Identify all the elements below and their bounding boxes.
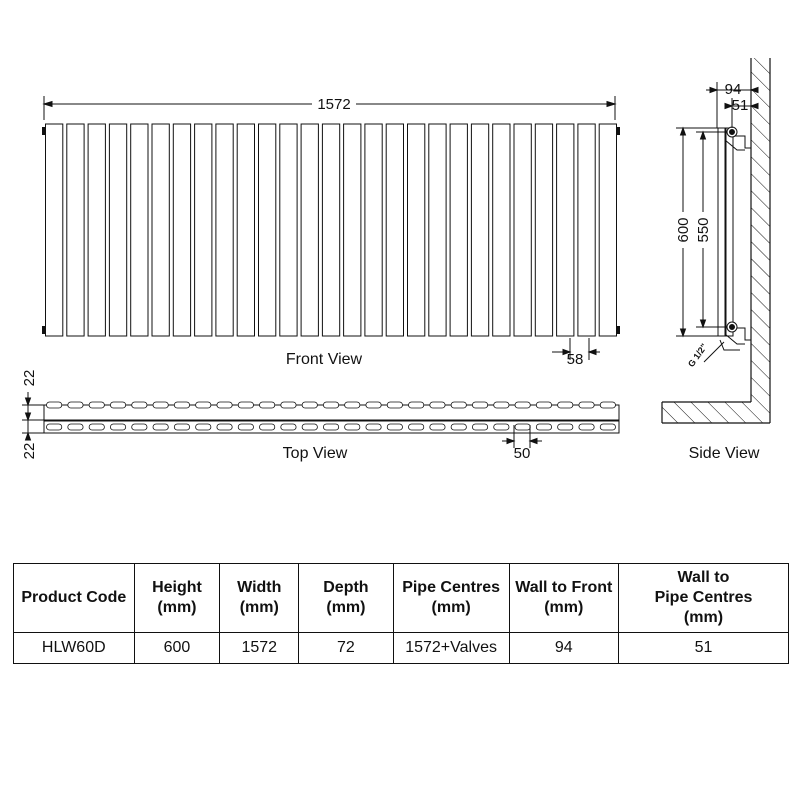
top-segment-lower (536, 424, 551, 430)
front-panel (259, 124, 276, 336)
front-panel (152, 124, 169, 336)
top-segment-upper (494, 402, 509, 408)
front-panel (557, 124, 574, 336)
top-segment-lower (600, 424, 615, 430)
top-segment-upper (558, 402, 573, 408)
front-view (42, 95, 620, 368)
top-segment-upper (196, 402, 211, 408)
top-segment-lower (558, 424, 573, 430)
top-segment-lower (47, 424, 62, 430)
front-panel (578, 124, 595, 336)
table-cell: HLW60D (14, 633, 135, 664)
table-header-text: Product Code (21, 589, 127, 606)
table-header-cell (509, 564, 618, 633)
front-panel (280, 124, 297, 336)
front-panel (46, 124, 63, 336)
front-panel (493, 124, 510, 336)
table-header-cell (220, 564, 299, 633)
overall-width-label: 1572 (317, 96, 351, 113)
front-panels (42, 124, 620, 336)
panel-spacing-label: 58 (566, 351, 584, 368)
table-header-text: Wall to Front (515, 579, 613, 596)
height-label: 600 (675, 217, 692, 243)
table-header-text: (mm) (157, 599, 197, 616)
front-panel (599, 124, 616, 336)
table-cell: 600 (134, 633, 220, 664)
wall-hatch (751, 58, 770, 423)
table-header-text: (mm) (683, 609, 724, 626)
top-segment-lower (217, 424, 232, 430)
top-view (21, 370, 619, 462)
top-segment-upper (387, 402, 402, 408)
top-segment-upper (472, 402, 487, 408)
top-segment-upper (217, 402, 232, 408)
table-header-cell (134, 564, 220, 633)
top-segment-lower (238, 424, 253, 430)
top-segment-lower (494, 424, 509, 430)
top-segment-upper (515, 402, 530, 408)
front-panel (429, 124, 446, 336)
top-segment-lower (515, 424, 530, 430)
top-segment-upper (47, 402, 62, 408)
top-segment-upper (260, 402, 275, 408)
top-segment-upper (366, 402, 381, 408)
top-segment-upper (579, 402, 594, 408)
top-segment-upper (302, 402, 317, 408)
top-segment-lower (451, 424, 466, 430)
top-segment-upper (153, 402, 168, 408)
top-segment-upper (600, 402, 615, 408)
table-header-cell (299, 564, 393, 633)
top-segment-lower (387, 424, 402, 430)
top-segment-upper (68, 402, 83, 408)
top-segment-upper (536, 402, 551, 408)
top-segment-lower (472, 424, 487, 430)
side-radiator-body (718, 127, 751, 350)
top-segment-lower (579, 424, 594, 430)
front-panel (408, 124, 425, 336)
front-panel (173, 124, 190, 336)
wall-to-pipe-label: 51 (731, 97, 749, 114)
top-segment-upper (174, 402, 189, 408)
front-panel (67, 124, 84, 336)
table-header-text: (mm) (544, 599, 584, 616)
side-view-label: Side View (688, 445, 760, 462)
top-segment-upper (430, 402, 445, 408)
top-segment-lower (302, 424, 317, 430)
top-segment-upper (110, 402, 125, 408)
table-cell: 72 (299, 633, 393, 664)
top-segment-lower (409, 424, 424, 430)
top-segment-upper (409, 402, 424, 408)
valve-thread-label: G 1/2" (685, 341, 710, 369)
top-segment-upper (323, 402, 338, 408)
panel-end-cap (42, 127, 45, 135)
top-depth-dimension (22, 392, 44, 440)
top-view-label: Top View (282, 445, 348, 462)
table-header-text: Pipe Centres (402, 579, 500, 596)
top-segment-lower (430, 424, 445, 430)
top-segment-lower (153, 424, 168, 430)
table-header-row (14, 564, 789, 633)
top-segment-lower (174, 424, 189, 430)
top-segment-lower (110, 424, 125, 430)
top-segment-lower (132, 424, 147, 430)
panel-width-label: 50 (513, 445, 531, 462)
top-segment-lower (366, 424, 381, 430)
table-header-text: Pipe Centres (654, 589, 753, 606)
table-row (14, 633, 789, 664)
table-header-text: Wall to (677, 569, 730, 586)
table-header-cell (393, 564, 509, 633)
table-cell: 51 (618, 633, 788, 664)
top-segment-lower (345, 424, 360, 430)
table-cell: 1572 (220, 633, 299, 664)
top-segment-lower (68, 424, 83, 430)
table-header-text: Height (152, 579, 202, 596)
top-segment-upper (89, 402, 104, 408)
front-panel (365, 124, 382, 336)
table-body (14, 633, 789, 664)
table-cell: 1572+Valves (393, 633, 509, 664)
front-panel (131, 124, 148, 336)
panel-end-cap (617, 326, 620, 334)
front-panel (109, 124, 126, 336)
table-cell: 94 (509, 633, 618, 664)
front-panel (88, 124, 105, 336)
front-panel (535, 124, 552, 336)
top-segment-lower (89, 424, 104, 430)
front-panel (344, 124, 361, 336)
front-panel (216, 124, 233, 336)
table-header-text: (mm) (239, 599, 279, 616)
front-panel (301, 124, 318, 336)
top-segment-lower (196, 424, 211, 430)
top-segment-upper (345, 402, 360, 408)
panel-end-cap (617, 127, 620, 135)
front-panel (386, 124, 403, 336)
pipe-centres-height-label: 550 (695, 217, 712, 243)
top-depth-upper-label: 22 (21, 369, 38, 387)
front-panel (450, 124, 467, 336)
top-segment-upper (281, 402, 296, 408)
table-header-text: Depth (323, 579, 369, 596)
top-segment-upper (132, 402, 147, 408)
top-segment-lower (281, 424, 296, 430)
table-header-text: (mm) (326, 599, 366, 616)
top-segment-lower (323, 424, 338, 430)
front-panel (514, 124, 531, 336)
top-segment-upper (238, 402, 253, 408)
front-panel (322, 124, 339, 336)
specification-table (13, 563, 789, 664)
table-header-text: (mm) (431, 599, 471, 616)
front-view-label: Front View (285, 351, 363, 368)
top-depth-lower-label: 22 (21, 442, 38, 460)
front-panel (471, 124, 488, 336)
wall-to-front-label: 94 (724, 81, 742, 98)
table-header-cell (14, 564, 135, 633)
front-panel (195, 124, 212, 336)
floor-hatch (662, 402, 751, 423)
top-segment-upper (451, 402, 466, 408)
top-segment-lower (260, 424, 275, 430)
table-header-cell (618, 564, 788, 633)
table-header-text: Width (237, 579, 282, 596)
panel-end-cap (42, 326, 45, 334)
side-view (662, 58, 770, 462)
front-panel (237, 124, 254, 336)
